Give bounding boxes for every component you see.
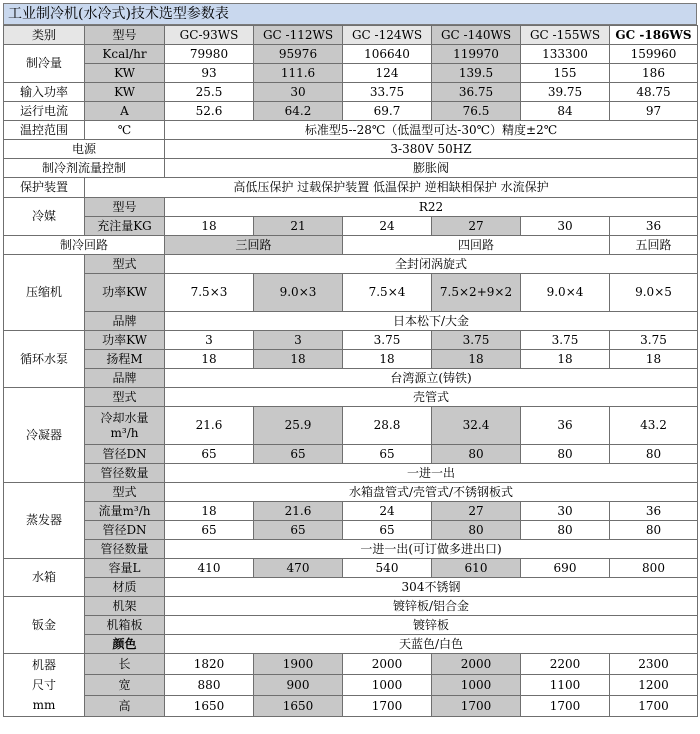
condenser-type-value: 壳管式 — [165, 388, 698, 407]
condenser-pipe-row — [4, 445, 698, 464]
cell: 880 — [165, 675, 254, 696]
header-model: GC -112WS — [254, 26, 343, 45]
temp-label: 温控范围 — [4, 121, 85, 140]
cell: 1650 — [165, 696, 254, 717]
cell: 2300 — [610, 654, 698, 675]
compressor-type-value: 全封闭涡旋式 — [165, 255, 698, 274]
tank-capacity-label: 容量L — [85, 559, 165, 578]
height-label: 高 — [85, 696, 165, 717]
compressor-power-label: 功率KW — [85, 274, 165, 312]
input-power-row — [4, 83, 698, 102]
refrigerant-control-label: 制冷剂流量控制 — [4, 159, 165, 178]
cell: 18 — [521, 350, 610, 369]
power-supply-label: 电源 — [4, 140, 165, 159]
circuits-five: 五回路 — [610, 236, 698, 255]
compressor-power-row — [4, 274, 698, 312]
cell: 21.6 — [254, 502, 343, 521]
cell: 3.75 — [432, 331, 521, 350]
cell: 2000 — [432, 654, 521, 675]
cell: 7.5×2+9×2 — [432, 274, 521, 312]
cooling-kw-unit: KW — [85, 64, 165, 83]
cell: 540 — [343, 559, 432, 578]
tank-material-label: 材质 — [85, 578, 165, 597]
evaporator-count-label: 管径数量 — [85, 540, 165, 559]
cell: 1000 — [343, 675, 432, 696]
tank-material-row — [4, 578, 698, 597]
protection-row — [4, 178, 698, 198]
header-model: GC -124WS — [343, 26, 432, 45]
cell: 80 — [521, 445, 610, 464]
circuits-four: 四回路 — [343, 236, 610, 255]
compressor-type-row — [4, 255, 698, 274]
temp-value: 标准型5--28℃（低温型可达-30℃）精度±2℃ — [165, 121, 698, 140]
compressor-brand-value: 日本松下/大金 — [165, 312, 698, 331]
frame-label: 机架 — [85, 597, 165, 616]
length-label: 长 — [85, 654, 165, 675]
cell: 76.5 — [432, 102, 521, 121]
sheet-metal-label: 钣金 — [4, 597, 85, 654]
table-title: 工业制冷机(水冷式)技术选型参数表 — [3, 3, 697, 25]
cell: 3.75 — [521, 331, 610, 350]
width-row — [4, 675, 698, 696]
cell: 900 — [254, 675, 343, 696]
refrigerant-charge-row — [4, 217, 698, 236]
dimensions-label-line: mm — [32, 698, 56, 712]
current-label: 运行电流 — [4, 102, 85, 121]
cell: 18 — [165, 350, 254, 369]
input-power-label: 输入功率 — [4, 83, 85, 102]
cell: 470 — [254, 559, 343, 578]
circuits-row — [4, 236, 698, 255]
cell: 80 — [521, 521, 610, 540]
cell: 111.6 — [254, 64, 343, 83]
input-power-unit: KW — [85, 83, 165, 102]
cell: 1700 — [610, 696, 698, 717]
cell: 64.2 — [254, 102, 343, 121]
pump-label: 循环水泵 — [4, 331, 85, 388]
pump-head-label: 扬程M — [85, 350, 165, 369]
cooling-label: 制冷量 — [4, 45, 85, 83]
color-value: 天蓝色/白色 — [165, 635, 698, 654]
header-category: 类别 — [4, 26, 85, 45]
cell: 18 — [165, 217, 254, 236]
cell: 65 — [343, 445, 432, 464]
refrigerant-control-value: 膨胀阀 — [165, 159, 698, 178]
cell: 39.75 — [521, 83, 610, 102]
condenser-label: 冷凝器 — [4, 388, 85, 483]
dimensions-label-line: 尺寸 — [31, 678, 56, 692]
cell: 27 — [432, 217, 521, 236]
cell: 65 — [254, 521, 343, 540]
power-supply-value: 3-380V 50HZ — [165, 140, 698, 159]
current-unit: A — [85, 102, 165, 121]
cell: 18 — [343, 350, 432, 369]
condenser-type-row — [4, 388, 698, 407]
cell: 33.75 — [343, 83, 432, 102]
pump-head-row — [4, 350, 698, 369]
cell: 79980 — [165, 45, 254, 64]
header-model: GC -186WS — [610, 26, 698, 45]
temp-unit: ℃ — [85, 121, 165, 140]
cell: 80 — [610, 445, 698, 464]
header-model: GC -155WS — [521, 26, 610, 45]
refrigerant-type-label: 型号 — [85, 198, 165, 217]
evaporator-count-row — [4, 540, 698, 559]
compressor-brand-label: 品牌 — [85, 312, 165, 331]
cell: 32.4 — [432, 407, 521, 445]
cell: 65 — [165, 521, 254, 540]
tank-material-value: 304不锈钢 — [165, 578, 698, 597]
header-model: GC-93WS — [165, 26, 254, 45]
refrigerant-charge-label: 充注量KG — [85, 217, 165, 236]
cell: 52.6 — [165, 102, 254, 121]
cell: 25.9 — [254, 407, 343, 445]
cell: 9.0×4 — [521, 274, 610, 312]
cell: 43.2 — [610, 407, 698, 445]
tank-label: 水箱 — [4, 559, 85, 597]
cell: 80 — [432, 445, 521, 464]
refrigerant-label: 冷媒 — [4, 198, 85, 236]
evaporator-flow-label: 流量m³/h — [85, 502, 165, 521]
evaporator-pipe-label: 管径DN — [85, 521, 165, 540]
cell: 30 — [254, 83, 343, 102]
cooling-kcal-unit: Kcal/hr — [85, 45, 165, 64]
cell: 410 — [165, 559, 254, 578]
cell: 1900 — [254, 654, 343, 675]
frame-row — [4, 597, 698, 616]
cell: 133300 — [521, 45, 610, 64]
cell: 21.6 — [165, 407, 254, 445]
cell: 95976 — [254, 45, 343, 64]
cell: 21 — [254, 217, 343, 236]
cell: 119970 — [432, 45, 521, 64]
cell: 1700 — [521, 696, 610, 717]
cell: 186 — [610, 64, 698, 83]
temp-row — [4, 121, 698, 140]
cell: 1100 — [521, 675, 610, 696]
dimensions-label-line: 机器 — [31, 658, 56, 672]
pump-brand-label: 品牌 — [85, 369, 165, 388]
cell: 25.5 — [165, 83, 254, 102]
cell: 80 — [432, 521, 521, 540]
cell: 97 — [610, 102, 698, 121]
cell: 124 — [343, 64, 432, 83]
evaporator-flow-row — [4, 502, 698, 521]
evaporator-type-label: 型式 — [85, 483, 165, 502]
cooling-kw-row — [4, 64, 698, 83]
cell: 139.5 — [432, 64, 521, 83]
header-model-label: 型号 — [85, 26, 165, 45]
cell: 93 — [165, 64, 254, 83]
refrigerant-type-value: R22 — [165, 198, 698, 217]
cell: 610 — [432, 559, 521, 578]
cell: 65 — [165, 445, 254, 464]
cell: 9.0×3 — [254, 274, 343, 312]
protection-label: 保护装置 — [4, 178, 85, 198]
height-row — [4, 696, 698, 717]
cell: 1650 — [254, 696, 343, 717]
cell: 2200 — [521, 654, 610, 675]
cell: 30 — [521, 217, 610, 236]
condenser-flow-row — [4, 407, 698, 445]
cell: 24 — [343, 502, 432, 521]
cell: 3.75 — [343, 331, 432, 350]
condenser-count-value: 一进一出 — [165, 464, 698, 483]
cell: 1000 — [432, 675, 521, 696]
condenser-pipe-label: 管径DN — [85, 445, 165, 464]
pump-brand-row — [4, 369, 698, 388]
frame-value: 镀锌板/铝合金 — [165, 597, 698, 616]
cell: 28.8 — [343, 407, 432, 445]
condenser-flow-label: 冷却水量m³/h — [85, 407, 165, 445]
condenser-count-label: 管径数量 — [85, 464, 165, 483]
refrigerant-type-row — [4, 198, 698, 217]
compressor-brand-row — [4, 312, 698, 331]
cell: 18 — [165, 502, 254, 521]
power-supply-row — [4, 140, 698, 159]
condenser-count-row — [4, 464, 698, 483]
evaporator-label: 蒸发器 — [4, 483, 85, 559]
cell: 155 — [521, 64, 610, 83]
width-label: 宽 — [85, 675, 165, 696]
cell: 1820 — [165, 654, 254, 675]
cell: 65 — [254, 445, 343, 464]
compressor-label: 压缩机 — [4, 255, 85, 331]
cell: 7.5×3 — [165, 274, 254, 312]
cell: 48.75 — [610, 83, 698, 102]
protection-value: 高低压保护 过载保护装置 低温保护 逆相缺相保护 水流保护 — [85, 178, 698, 198]
cell: 36 — [610, 217, 698, 236]
length-row — [4, 654, 698, 675]
circuits-label: 制冷回路 — [4, 236, 165, 255]
cell: 800 — [610, 559, 698, 578]
cell: 3 — [165, 331, 254, 350]
evaporator-count-value: 一进一出(可订做多进出口) — [165, 540, 698, 559]
cell: 69.7 — [343, 102, 432, 121]
cell: 2000 — [343, 654, 432, 675]
color-row — [4, 635, 698, 654]
cell: 84 — [521, 102, 610, 121]
cell: 1700 — [343, 696, 432, 717]
evaporator-type-value: 水箱盘管式/壳管式/不锈钢板式 — [165, 483, 698, 502]
cell: 1700 — [432, 696, 521, 717]
cell: 3.75 — [610, 331, 698, 350]
cell: 36 — [521, 407, 610, 445]
cell: 24 — [343, 217, 432, 236]
cooling-kcal-row — [4, 45, 698, 64]
cell: 18 — [254, 350, 343, 369]
pump-brand-value: 台湾源立(铸铁) — [165, 369, 698, 388]
cell: 690 — [521, 559, 610, 578]
evaporator-pipe-row — [4, 521, 698, 540]
panel-value: 镀锌板 — [165, 616, 698, 635]
header-model: GC -140WS — [432, 26, 521, 45]
cell: 18 — [432, 350, 521, 369]
tank-capacity-row — [4, 559, 698, 578]
cell: 30 — [521, 502, 610, 521]
spec-table — [3, 25, 698, 717]
refrigerant-control-row — [4, 159, 698, 178]
cell: 80 — [610, 521, 698, 540]
circuits-three: 三回路 — [165, 236, 343, 255]
cell: 3 — [254, 331, 343, 350]
pump-power-label: 功率KW — [85, 331, 165, 350]
color-label: 颜色 — [85, 635, 165, 654]
cell: 18 — [610, 350, 698, 369]
cell: 106640 — [343, 45, 432, 64]
dimensions-label — [4, 654, 85, 717]
cell: 36.75 — [432, 83, 521, 102]
compressor-type-label: 型式 — [85, 255, 165, 274]
header-row — [4, 26, 698, 45]
cell: 36 — [610, 502, 698, 521]
cell: 27 — [432, 502, 521, 521]
cell: 7.5×4 — [343, 274, 432, 312]
evaporator-type-row — [4, 483, 698, 502]
cell: 65 — [343, 521, 432, 540]
panel-row — [4, 616, 698, 635]
condenser-type-label: 型式 — [85, 388, 165, 407]
cell: 159960 — [610, 45, 698, 64]
cell: 1200 — [610, 675, 698, 696]
pump-power-row — [4, 331, 698, 350]
current-row — [4, 102, 698, 121]
panel-label: 机箱板 — [85, 616, 165, 635]
cell: 9.0×5 — [610, 274, 698, 312]
